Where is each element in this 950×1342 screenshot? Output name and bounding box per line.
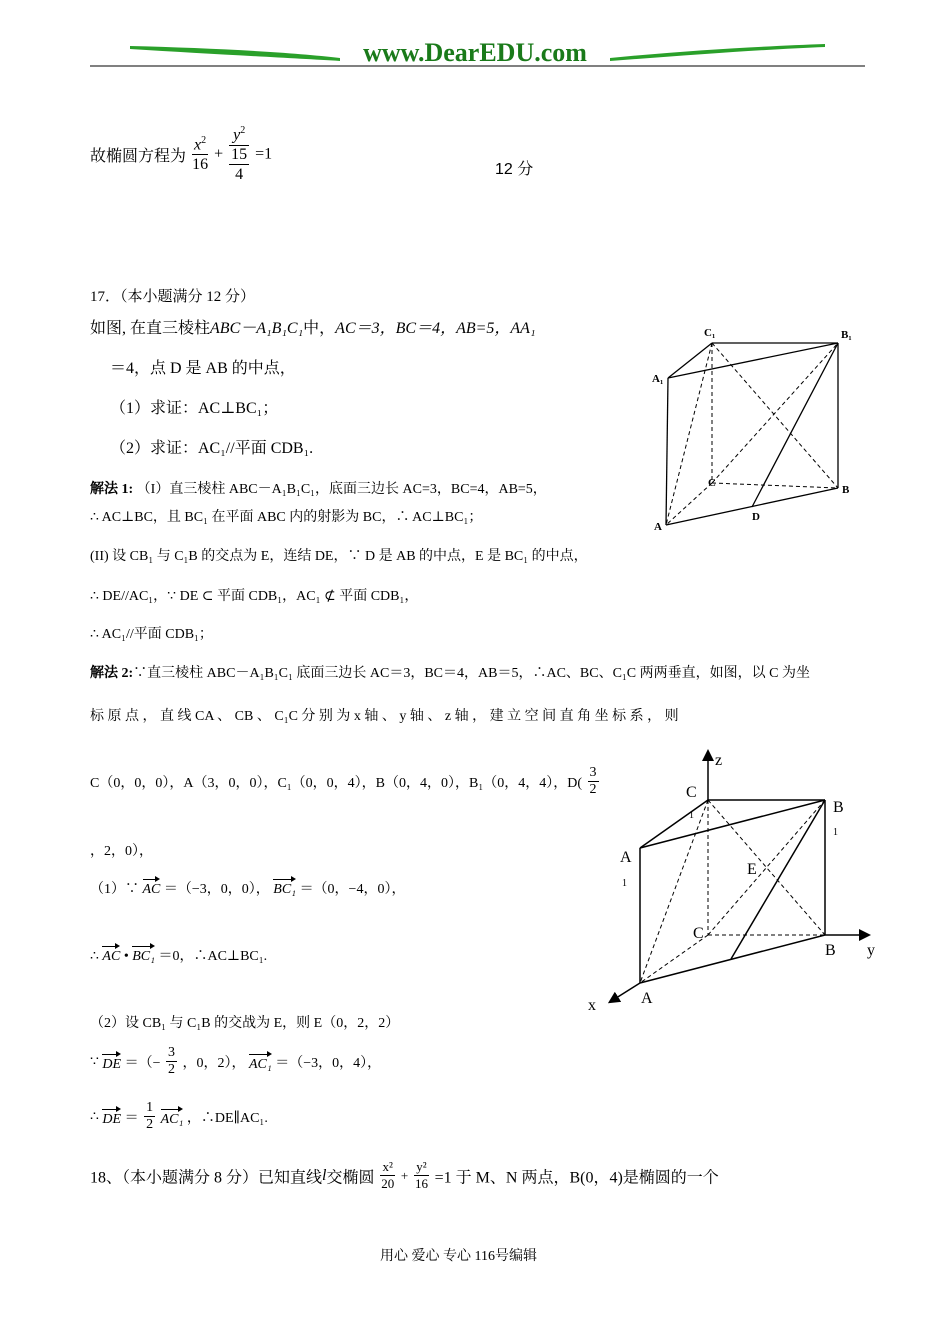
svg-text:1: 1 bbox=[833, 827, 838, 838]
sol2-part2-vectors: ∵ DE ＝（− $\frac{3}{2}$ ，0，2）， AC₁ ＝（−3，0，4）， bbox=[90, 1045, 382, 1078]
q17-stem-2: ＝4，点 D 是 AB 的中点， bbox=[110, 360, 296, 377]
frac-1-2: $\frac{1}{2}$ bbox=[146, 1100, 154, 1133]
sol2-part2-conclusion: ∴ DE ＝ $\frac{1}{2}$ AC₁ ，∴DE∥AC₁. bbox=[90, 1100, 268, 1133]
sol2-part1-dot: ∴ AC • BC₁ ＝0，∴AC⊥BC₁. bbox=[90, 943, 267, 965]
fig1-label-b1: B₁ bbox=[841, 329, 852, 341]
fig2-label-x: x bbox=[588, 997, 596, 1014]
fig2-label-e: E bbox=[747, 861, 757, 878]
fig1-label-c1: C₁ bbox=[704, 327, 716, 339]
q17-part2: （2）求证：AC₁//平面 CDB₁. bbox=[110, 440, 314, 457]
vec-ac1: AC₁ bbox=[249, 1051, 272, 1073]
frac-y: $\frac{y^2}{\frac{15}{4}}$ bbox=[231, 125, 248, 184]
header-logo bbox=[90, 28, 865, 70]
ellipse-equation: 故椭圆方程为 $\frac{x^2}{16}$ + $\frac{y^2}{\frac{15}{4}}$ =1 bbox=[90, 125, 273, 184]
sol2-line-3: C（0，0，0），A（3，0，0），C₁（0，0，4），B（0，4，0），B₁（0，4，4），D( $\frac{3}{2}$ bbox=[90, 765, 597, 798]
frac-y2-16: $\frac{\text{y²}}{16}$ bbox=[414, 1159, 428, 1191]
fig1-label-a1: A₁ bbox=[652, 373, 664, 385]
fig2-label-b1: B bbox=[833, 799, 844, 816]
sol1-line-1: 解法 1: （I）直三棱柱 ABC－A₁B₁C₁，底面三边长 AC=3，BC=4，AB=5， bbox=[90, 482, 547, 497]
sol1-line-2: ∴ AC⊥BC，且 BC₁ 在平面 ABC 内的射影为 BC，∴ AC⊥BC₁； bbox=[90, 510, 483, 525]
q17-stem: 如图, 在直三棱柱ABC－A₁B₁C₁中，AC＝3，BC＝4，AB=5，AA₁ bbox=[90, 320, 536, 337]
q18-line: 18、（本小题满分 8 分）已知直线l交椭圆 $\frac{\text{x²}}{20}$ + $\frac{\text{y²}}{16}$ =1 于 M、N 两点，B(0，4)是椭圆的一个 bbox=[90, 1159, 719, 1191]
sol2-line-2: 标 原 点 ， 直 线 CA 、 CB 、 C₁C 分 别 为 x 轴 、 y 轴 、 z 轴 ， 建 立 空 间 直 角 坐 标 系 ， 则 bbox=[90, 709, 679, 724]
frac-x: $\frac{x^2}{16}$ bbox=[192, 134, 209, 174]
prism-figure-1 bbox=[648, 320, 868, 535]
frac-d: $\frac{3}{2}$ bbox=[589, 765, 597, 798]
sol2-head: 解法 2: bbox=[90, 666, 134, 681]
score-12: 12 分 bbox=[495, 161, 534, 178]
svg-text:1: 1 bbox=[622, 878, 627, 889]
fig2-label-b: B bbox=[825, 942, 836, 959]
prism-figure-2 bbox=[585, 745, 885, 1020]
fig2-label-c1: C bbox=[686, 784, 697, 801]
sol2-line-1: 解法 2:∵直三棱柱 ABC－A₁B₁C₁ 底面三边长 AC＝3，BC＝4，AB＝5，∴AC、BC、C₁C 两两垂直，如图，以 C 为坐 bbox=[90, 666, 810, 681]
sol2-line-4: ，2，0）， bbox=[90, 844, 153, 859]
fig1-label-a: A bbox=[654, 521, 662, 533]
fig2-label-a1: A bbox=[620, 849, 632, 866]
logo-text: www.DearEDU.com bbox=[363, 38, 587, 67]
sol2-part1: （1）∵ AC ＝（−3，0，0）， BC₁ ＝（0，−4，0）， bbox=[90, 876, 405, 898]
q17-title: 17．（本小题满分 12 分） bbox=[90, 289, 256, 305]
vec-bc1: BC₁ bbox=[273, 876, 296, 898]
header-swoosh bbox=[90, 28, 865, 70]
eq-prefix: 故椭圆方程为 bbox=[90, 148, 187, 166]
fig1-label-b: B bbox=[842, 484, 850, 496]
svg-text:1: 1 bbox=[689, 810, 694, 821]
frac-3-2: $\frac{3}{2}$ bbox=[168, 1045, 175, 1078]
vec-de: DE bbox=[102, 1051, 121, 1073]
fig1-label-d: D bbox=[752, 511, 760, 523]
footer: 用心 爱心 专心 116号编辑 bbox=[380, 1249, 537, 1264]
fig2-label-z: z bbox=[715, 752, 723, 769]
fig2-label-c: C bbox=[693, 925, 704, 942]
sol1-line-3: (II) 设 CB₁ 与 C₁B 的交点为 E，连结 DE，∵ D 是 AB 的中点，E 是 BC₁ 的中点， bbox=[90, 549, 588, 564]
sol2-part2: （2）设 CB₁ 与 C₁B 的交战为 E，则 E（0，2，2） bbox=[90, 1016, 400, 1031]
sol1-line-4: ∴ DE//AC₁，∵ DE ⊂ 平面 CDB₁，AC₁ ⊄ 平面 CDB₁， bbox=[90, 589, 419, 604]
fig2-label-y: y bbox=[867, 942, 875, 959]
vec-ac: AC bbox=[143, 876, 161, 898]
sol1-line-5: ∴ AC₁//平面 CDB₁； bbox=[90, 627, 213, 642]
q17-part1: （1）求证：AC⊥BC₁； bbox=[110, 400, 279, 417]
fig1-label-c: C bbox=[708, 477, 716, 489]
sol1-head: 解法 1: bbox=[90, 482, 134, 497]
frac-x2-20: $\frac{\text{x²}}{20}$ bbox=[381, 1159, 395, 1191]
fig2-label-a: A bbox=[641, 990, 653, 1007]
